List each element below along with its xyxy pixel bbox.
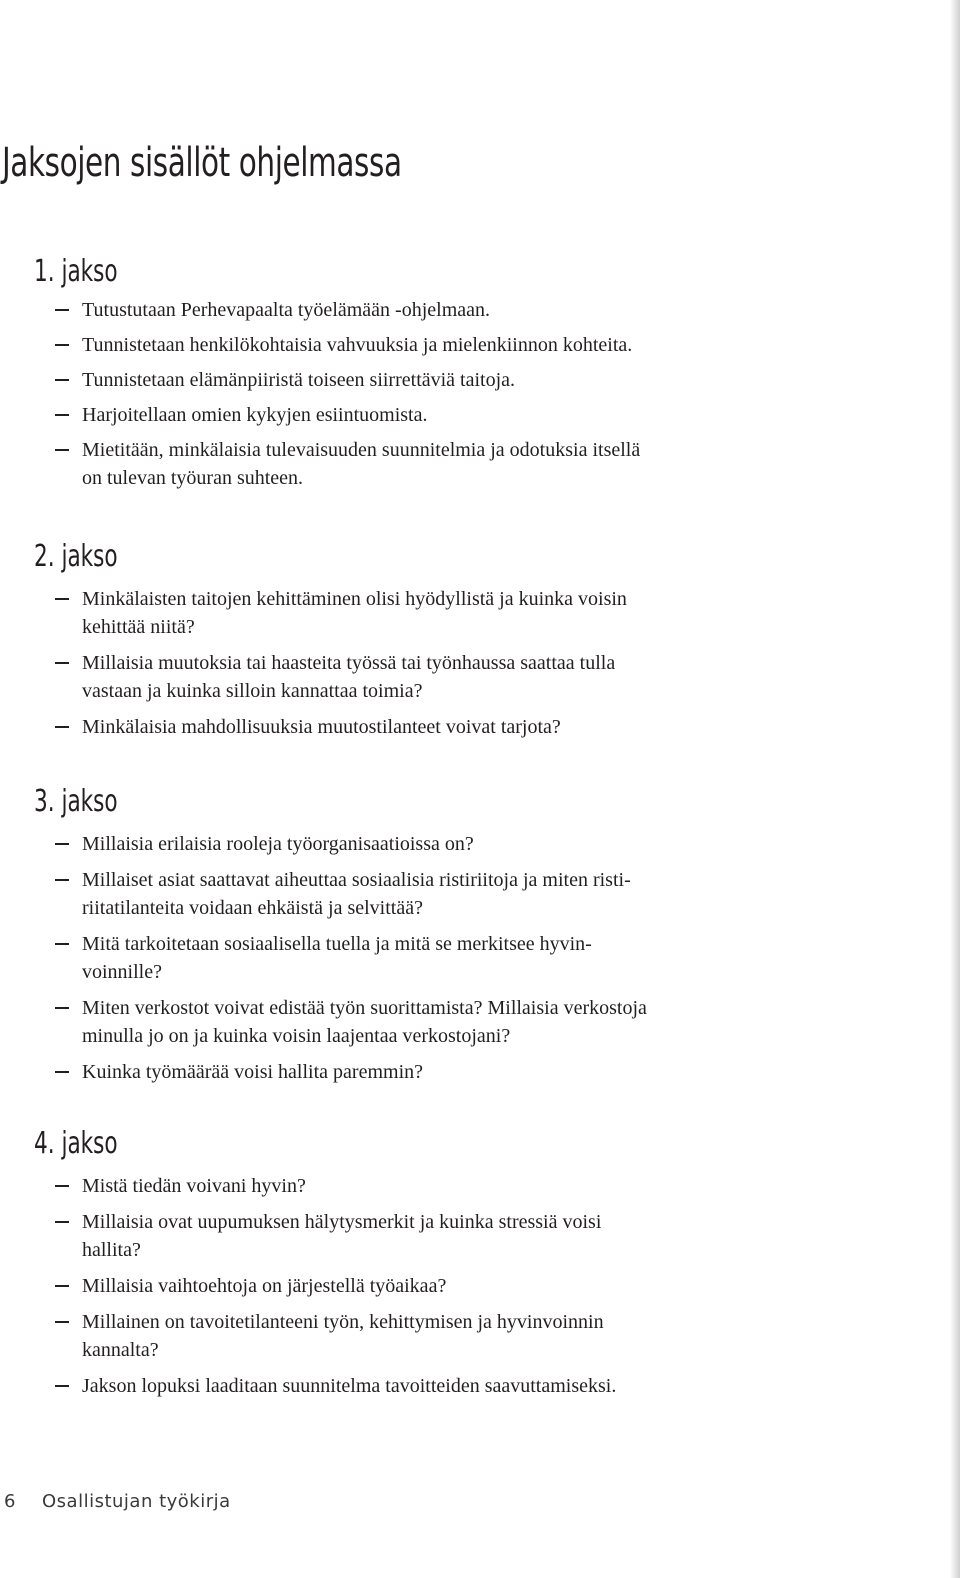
dash-bullet (55, 1221, 69, 1223)
section-heading: 3. jakso (34, 784, 118, 819)
list-item (0, 1058, 722, 1086)
list-item (0, 866, 722, 922)
item-text: Tunnistetaan elämänpiiristä toiseen siirrettäviä taitoja. (82, 369, 516, 391)
item-text-continued: hallita? (82, 1239, 141, 1261)
dash-bullet (55, 449, 69, 451)
dash-bullet (55, 662, 69, 664)
dash-bullet (55, 379, 69, 381)
item-text-continued: kannalta? (82, 1339, 159, 1361)
dash-bullet (55, 1007, 69, 1009)
item-list (0, 830, 760, 1086)
item-text: Minkälaisten taitojen kehittäminen olisi hyödyllistä ja kuinka voisin (82, 588, 627, 610)
item-text: Millainen on tavoitetilanteeni työn, kehittymisen ja hyvinvoinnin (82, 1311, 604, 1333)
item-text: Millaisia ovat uupumuksen hälytysmerkit ja kuinka stressiä voisi (82, 1211, 602, 1233)
item-text-continued: kehittää niitä? (82, 616, 195, 638)
item-text-continued: minulla jo on ja kuinka voisin laajentaa verkostojani? (82, 1025, 511, 1047)
list-item (0, 830, 722, 858)
item-text: Millaisia muutoksia tai haasteita työssä tai työnhaussa saattaa tulla (82, 652, 616, 674)
section-jakso-3 (0, 784, 760, 1086)
dash-bullet (55, 344, 69, 346)
item-list (0, 585, 760, 741)
dash-bullet (55, 843, 69, 845)
item-text: Harjoitellaan omien kykyjen esiintuomista. (82, 404, 428, 426)
item-text: Miten verkostot voivat edistää työn suorittamista? Millaisia verkostoja (82, 997, 647, 1019)
section-jakso-4 (0, 1126, 760, 1400)
dash-bullet (55, 1285, 69, 1287)
item-text: Mitä tarkoitetaan sosiaalisella tuella ja mitä se merkitsee hyvin- (82, 933, 592, 955)
section-jakso-1 (0, 254, 760, 492)
dash-bullet (55, 414, 69, 416)
item-text: Jakson lopuksi laaditaan suunnitelma tavoitteiden saavuttamiseksi. (82, 1375, 617, 1397)
item-text: Tutustutaan Perhevapaalta työelämään -ohjelmaan. (82, 299, 491, 321)
item-list (0, 296, 760, 492)
item-text-continued: riitatilanteita voidaan ehkäistä ja selvittää? (82, 897, 423, 919)
list-item (0, 436, 722, 492)
item-text: Tunnistetaan henkilökohtaisia vahvuuksia ja mielenkiinnon kohteita. (82, 334, 633, 356)
item-text-continued: on tulevan työuran suhteen. (82, 467, 304, 489)
dash-bullet (55, 726, 69, 728)
page-number: 6 (4, 1491, 16, 1512)
list-item (0, 585, 722, 641)
list-item (0, 1308, 722, 1364)
item-text-continued: voinnille? (82, 961, 162, 983)
publication-name: Osallistujan työkirja (42, 1491, 231, 1512)
page-footer (4, 1491, 231, 1512)
section-jakso-2 (0, 539, 760, 741)
list-item (0, 296, 722, 324)
list-item (0, 649, 722, 705)
dash-bullet (55, 943, 69, 945)
item-text-continued: vastaan ja kuinka silloin kannattaa toimia? (82, 680, 423, 702)
item-text: Mistä tiedän voivani hyvin? (82, 1175, 306, 1197)
page-title: Jaksojen sisällöt ohjelmassa (2, 140, 402, 186)
dash-bullet (55, 1385, 69, 1387)
list-item (0, 713, 722, 741)
list-item (0, 331, 722, 359)
dash-bullet (55, 309, 69, 311)
page-edge-shadow (950, 0, 960, 1578)
dash-bullet (55, 879, 69, 881)
list-item (0, 994, 722, 1050)
item-text: Mietitään, minkälaisia tulevaisuuden suunnitelmia ja odotuksia itsellä (82, 439, 641, 461)
section-heading: 4. jakso (34, 1126, 118, 1161)
list-item (0, 366, 722, 394)
list-item (0, 1172, 722, 1200)
dash-bullet (55, 1185, 69, 1187)
list-item (0, 930, 722, 986)
item-text: Millaisia vaihtoehtoja on järjestellä työaikaa? (82, 1275, 447, 1297)
dash-bullet (55, 1321, 69, 1323)
item-list (0, 1172, 760, 1400)
section-heading: 2. jakso (34, 539, 118, 574)
item-text: Kuinka työmäärää voisi hallita paremmin? (82, 1061, 423, 1083)
item-text: Millaisia erilaisia rooleja työorganisaatioissa on? (82, 833, 474, 855)
list-item (0, 401, 722, 429)
item-text: Millaiset asiat saattavat aiheuttaa sosiaalisia ristiriitoja ja miten risti- (82, 869, 631, 891)
dash-bullet (55, 1071, 69, 1073)
section-heading: 1. jakso (34, 254, 118, 289)
list-item (0, 1208, 722, 1264)
item-text: Minkälaisia mahdollisuuksia muutostilanteet voivat tarjota? (82, 716, 561, 738)
dash-bullet (55, 598, 69, 600)
list-item (0, 1272, 722, 1300)
list-item (0, 1372, 722, 1400)
